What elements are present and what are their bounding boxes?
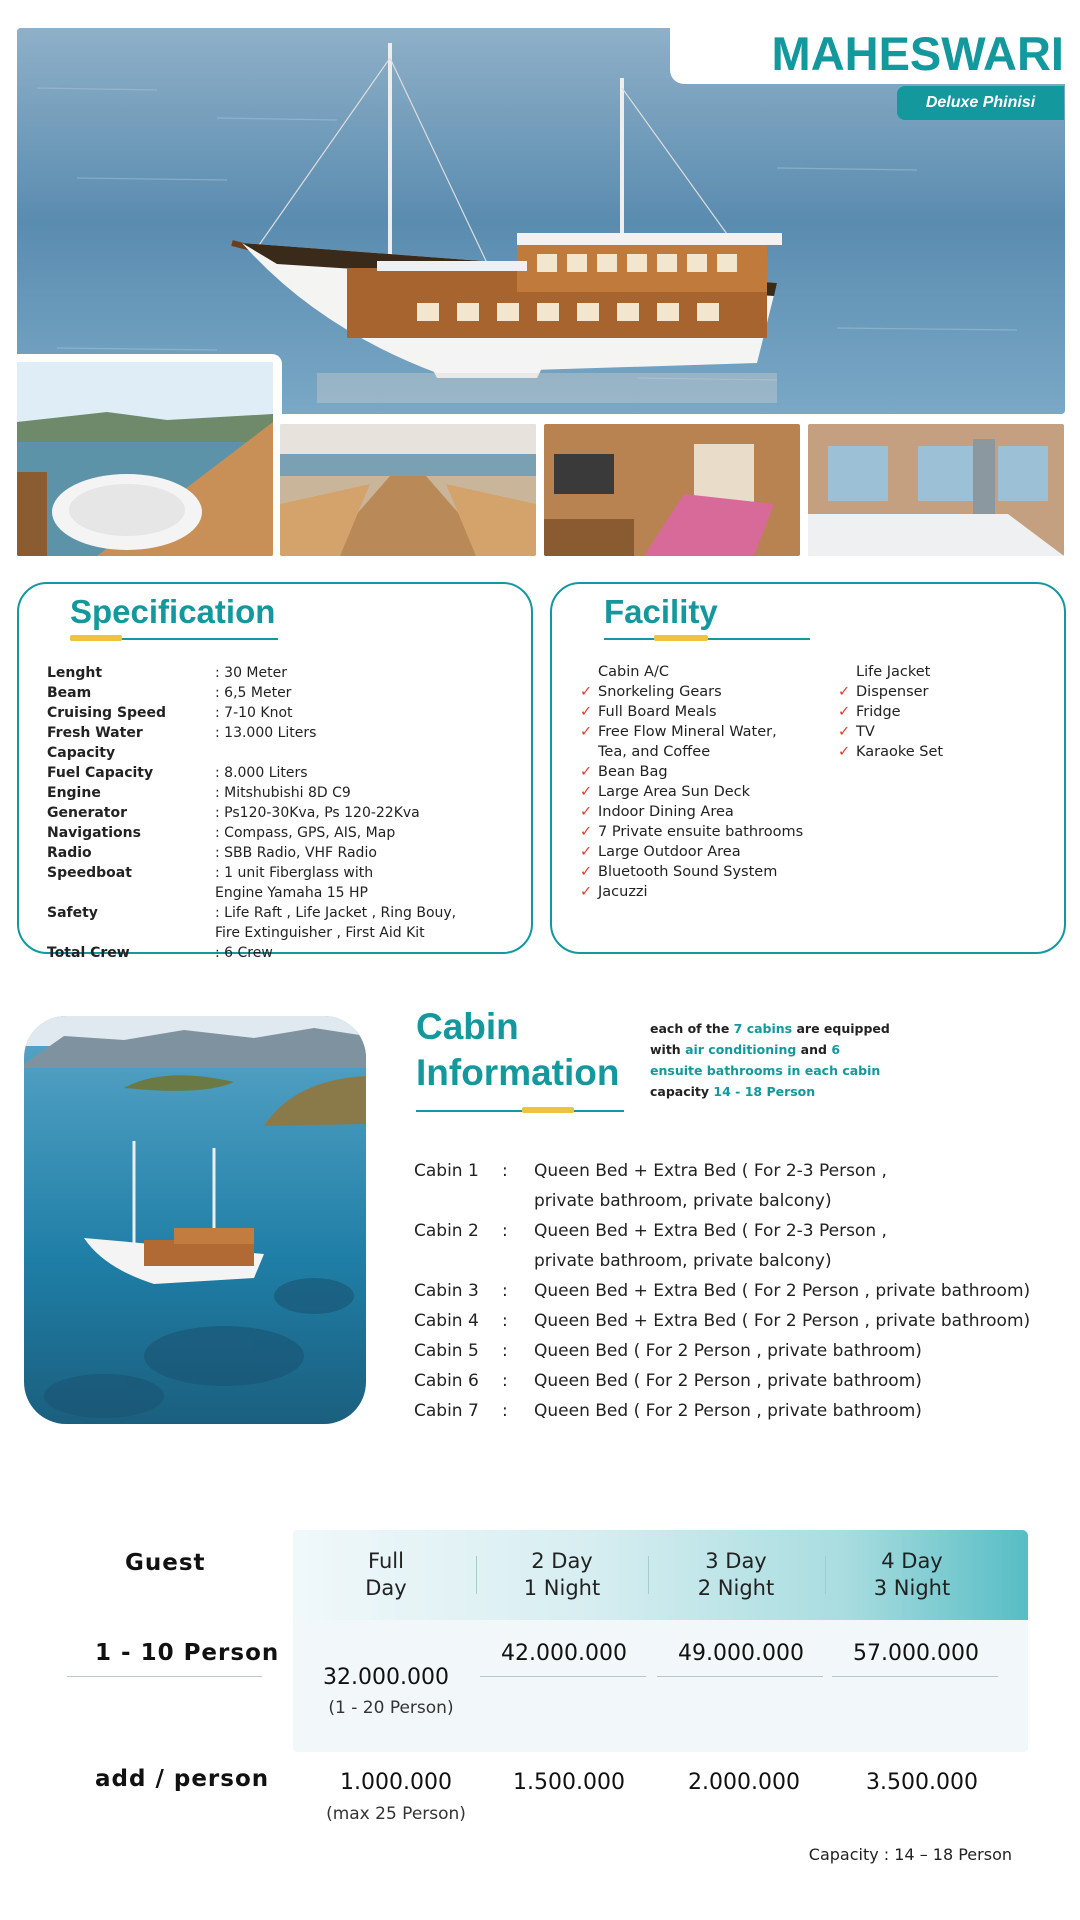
cabin-description: Queen Bed + Extra Bed ( For 2-3 Person , private bathroom, private balcony): [534, 1221, 887, 1271]
check-icon: ✓: [580, 684, 593, 700]
jacuzzi-photo: [17, 362, 273, 556]
facility-label: Karaoke Set: [856, 744, 944, 760]
cabin-info-accent: [522, 1107, 574, 1113]
spec-label: Beam: [47, 685, 92, 701]
spec-label: Safety: [47, 905, 98, 921]
facility-list-2: [838, 662, 1048, 762]
check-icon: ✓: [580, 884, 593, 900]
cabin-list: [414, 1156, 1074, 1426]
column-full-day: Full Day: [365, 1549, 407, 1600]
spec-row: [47, 863, 517, 903]
check-icon: ✓: [580, 864, 593, 880]
cabin-row: [414, 1396, 1074, 1426]
cabin-aerial-photo: [24, 1016, 366, 1424]
column-2d1n: 2 Day 1 Night: [523, 1549, 601, 1600]
facility-item: [580, 882, 830, 902]
specification-accent: [70, 635, 122, 641]
add-price-full-day: 1.000.000: [340, 1770, 452, 1795]
facility-label: Cabin A/C: [598, 664, 669, 680]
deck-dining-photo: [280, 424, 536, 556]
check-icon: ✓: [580, 704, 593, 720]
facility-item: [580, 722, 830, 762]
spec-row: [47, 723, 517, 763]
row-underline: [480, 1676, 646, 1677]
facility-label: Indoor Dining Area: [598, 804, 734, 820]
cabin-colon: :: [502, 1401, 508, 1421]
spec-label: Generator: [47, 805, 128, 821]
facility-label: 7 Private ensuite bathrooms: [598, 824, 804, 840]
summary-text: and: [796, 1042, 832, 1057]
facility-label: Dispenser: [856, 684, 929, 700]
guest-range-label: 1 - 10 Person: [95, 1640, 280, 1666]
cabin-info-title: [416, 1004, 619, 1096]
facility-label: Large Outdoor Area: [598, 844, 741, 860]
spec-value: : 8.000 Liters: [215, 765, 308, 781]
cabin-info-underline: [416, 1110, 624, 1112]
spec-row: [47, 823, 517, 843]
facility-item: [580, 702, 830, 722]
capacity-note: Capacity : 14 – 18 Person: [808, 1845, 1012, 1864]
facility-label: Bean Bag: [598, 764, 668, 780]
facility-item: [580, 662, 830, 682]
aerial-boat-image: [24, 1016, 366, 1424]
spec-label: Total Crew: [47, 945, 130, 961]
jacuzzi-image: [17, 362, 273, 556]
add-price-3d2n: 2.000.000: [688, 1770, 800, 1795]
column-divider: [648, 1556, 649, 1594]
check-icon: ✓: [580, 764, 593, 780]
facility-item: [838, 742, 1048, 762]
row-underline: [67, 1676, 262, 1677]
facility-item: [838, 662, 1048, 682]
cabin-row: [414, 1216, 1074, 1276]
summary-text: capacity: [650, 1084, 714, 1099]
facility-item: [580, 782, 830, 802]
row-underline: [657, 1676, 823, 1677]
price-full-day: 32.000.000: [323, 1665, 449, 1690]
cabin-row: [414, 1276, 1074, 1306]
spec-label: Cruising Speed: [47, 705, 167, 721]
facility-item: [580, 822, 830, 842]
facility-item: [838, 702, 1048, 722]
facility-item: [580, 682, 830, 702]
add-price-4d3n: 3.500.000: [866, 1770, 978, 1795]
facility-label: TV: [856, 724, 875, 740]
add-price-2d1n: 1.500.000: [513, 1770, 625, 1795]
spec-label: Fuel Capacity: [47, 765, 154, 781]
check-icon: ✓: [580, 784, 593, 800]
cabin-description: Queen Bed ( For 2 Person , private bathroom): [534, 1371, 922, 1391]
specification-title: Specification: [70, 593, 276, 630]
cabin-name: Cabin 5: [414, 1341, 479, 1361]
boat-class-badge: Deluxe Phinisi: [897, 86, 1064, 120]
summary-highlight: 7 cabins: [733, 1021, 793, 1036]
indoor-lounge-image: [544, 424, 800, 556]
bedroom-image: [808, 424, 1064, 556]
check-icon: ✓: [838, 724, 851, 740]
column-4d3n: 4 Day 3 Night: [873, 1549, 951, 1600]
check-icon: ✓: [838, 684, 851, 700]
cabin-summary: [650, 1018, 890, 1102]
spec-label: Lenght: [47, 665, 103, 681]
column-3d2n: 3 Day 2 Night: [697, 1549, 775, 1600]
bedroom-photo: [808, 424, 1064, 556]
spec-row: [47, 843, 517, 863]
cabin-colon: :: [502, 1311, 508, 1331]
spec-label: Speedboat: [47, 865, 132, 881]
price-3d2n: 49.000.000: [678, 1641, 804, 1666]
add-person-label: add / person: [95, 1766, 270, 1792]
spec-row: [47, 803, 517, 823]
facility-item: [838, 722, 1048, 742]
cabin-name: Cabin 1: [414, 1161, 479, 1181]
spec-label: Fresh Water Capacity: [47, 725, 143, 761]
spec-value: : 30 Meter: [215, 665, 287, 681]
check-icon: ✓: [580, 804, 593, 820]
spec-row: [47, 943, 517, 963]
facility-label: Snorkeling Gears: [598, 684, 722, 700]
spec-value: : Life Raft , Life Jacket , Ring Bouy, Fire Extinguisher , First Aid Kit: [215, 905, 457, 941]
cabin-info-title-line1: Cabin: [416, 1006, 519, 1047]
spec-value: : 13.000 Liters: [215, 725, 317, 741]
spec-value: : 7-10 Knot: [215, 705, 293, 721]
indoor-lounge-photo: [544, 424, 800, 556]
summary-highlight: 14 - 18 Person: [713, 1084, 816, 1099]
cabin-row: [414, 1306, 1074, 1336]
cabin-colon: :: [502, 1371, 508, 1391]
spec-value: : Ps120-30Kva, Ps 120-22Kva: [215, 805, 420, 821]
row-underline: [832, 1676, 998, 1677]
cabin-description: Queen Bed ( For 2 Person , private bathroom): [534, 1401, 922, 1421]
spec-row: [47, 663, 517, 683]
spec-value: : 6,5 Meter: [215, 685, 292, 701]
cabin-name: Cabin 6: [414, 1371, 479, 1391]
spec-value: : Mitshubishi 8D C9: [215, 785, 351, 801]
summary-text: are equipped with: [650, 1021, 890, 1057]
deck-dining-image: [280, 424, 536, 556]
facility-item: [580, 862, 830, 882]
cabin-description: Queen Bed + Extra Bed ( For 2-3 Person , private bathroom, private balcony): [534, 1161, 887, 1211]
full-day-note: (1 - 20 Person): [328, 1698, 454, 1718]
cabin-name: Cabin 2: [414, 1221, 479, 1241]
boat-name: MAHESWARI: [771, 27, 1064, 80]
summary-highlight: 6 ensuite bathrooms in each cabin: [650, 1042, 881, 1078]
cabin-colon: :: [502, 1341, 508, 1361]
facility-item: [580, 762, 830, 782]
cabin-colon: :: [502, 1281, 508, 1301]
facility-label: Bluetooth Sound System: [598, 864, 778, 880]
facility-label: Fridge: [856, 704, 901, 720]
facility-item: [838, 682, 1048, 702]
cabin-row: [414, 1336, 1074, 1366]
check-icon: ✓: [838, 704, 851, 720]
column-divider: [476, 1556, 477, 1594]
specification-list: [47, 663, 517, 963]
spec-row: [47, 683, 517, 703]
cabin-info-title-line2: Information: [416, 1052, 620, 1093]
facility-title: Facility: [604, 593, 718, 630]
spec-value: : 6 Crew: [215, 945, 273, 961]
spec-label: Navigations: [47, 825, 141, 841]
facility-item: [580, 802, 830, 822]
price-2d1n: 42.000.000: [501, 1641, 627, 1666]
check-icon: ✓: [838, 744, 851, 760]
cabin-name: Cabin 3: [414, 1281, 479, 1301]
cabin-description: Queen Bed ( For 2 Person , private bathroom): [534, 1341, 922, 1361]
facility-label: Jacuzzi: [598, 884, 648, 900]
add-full-day-note: (max 25 Person): [326, 1804, 466, 1824]
facility-label: Full Board Meals: [598, 704, 717, 720]
spec-value: : 1 unit Fiberglass with Engine Yamaha 15 HP: [215, 865, 374, 901]
facility-label: Life Jacket: [856, 664, 931, 680]
spec-value: : Compass, GPS, AIS, Map: [215, 825, 396, 841]
cabin-name: Cabin 7: [414, 1401, 479, 1421]
facility-accent: [654, 635, 708, 641]
spec-row: [47, 903, 517, 943]
summary-text: each of the: [650, 1021, 734, 1036]
cabin-description: Queen Bed + Extra Bed ( For 2 Person , private bathroom): [534, 1311, 1031, 1331]
facility-item: [580, 842, 830, 862]
spec-row: [47, 783, 517, 803]
facility-list-1: [580, 662, 830, 902]
spec-row: [47, 763, 517, 783]
spec-label: Radio: [47, 845, 92, 861]
cabin-row: [414, 1156, 1074, 1216]
cabin-name: Cabin 4: [414, 1311, 479, 1331]
spec-label: Engine: [47, 785, 101, 801]
check-icon: ✓: [580, 844, 593, 860]
cabin-colon: :: [502, 1221, 508, 1241]
column-divider: [825, 1556, 826, 1594]
check-icon: ✓: [580, 724, 593, 740]
facility-label: Free Flow Mineral Water, Tea, and Coffee: [598, 724, 777, 760]
cabin-colon: :: [502, 1161, 508, 1181]
cabin-row: [414, 1366, 1074, 1396]
check-icon: ✓: [580, 824, 593, 840]
price-4d3n: 57.000.000: [853, 1641, 979, 1666]
spec-row: [47, 703, 517, 723]
guest-header: Guest: [125, 1550, 206, 1576]
spec-value: : SBB Radio, VHF Radio: [215, 845, 377, 861]
facility-label: Large Area Sun Deck: [598, 784, 751, 800]
cabin-description: Queen Bed + Extra Bed ( For 2 Person , private bathroom): [534, 1281, 1031, 1301]
summary-highlight: air conditioning: [685, 1042, 797, 1057]
